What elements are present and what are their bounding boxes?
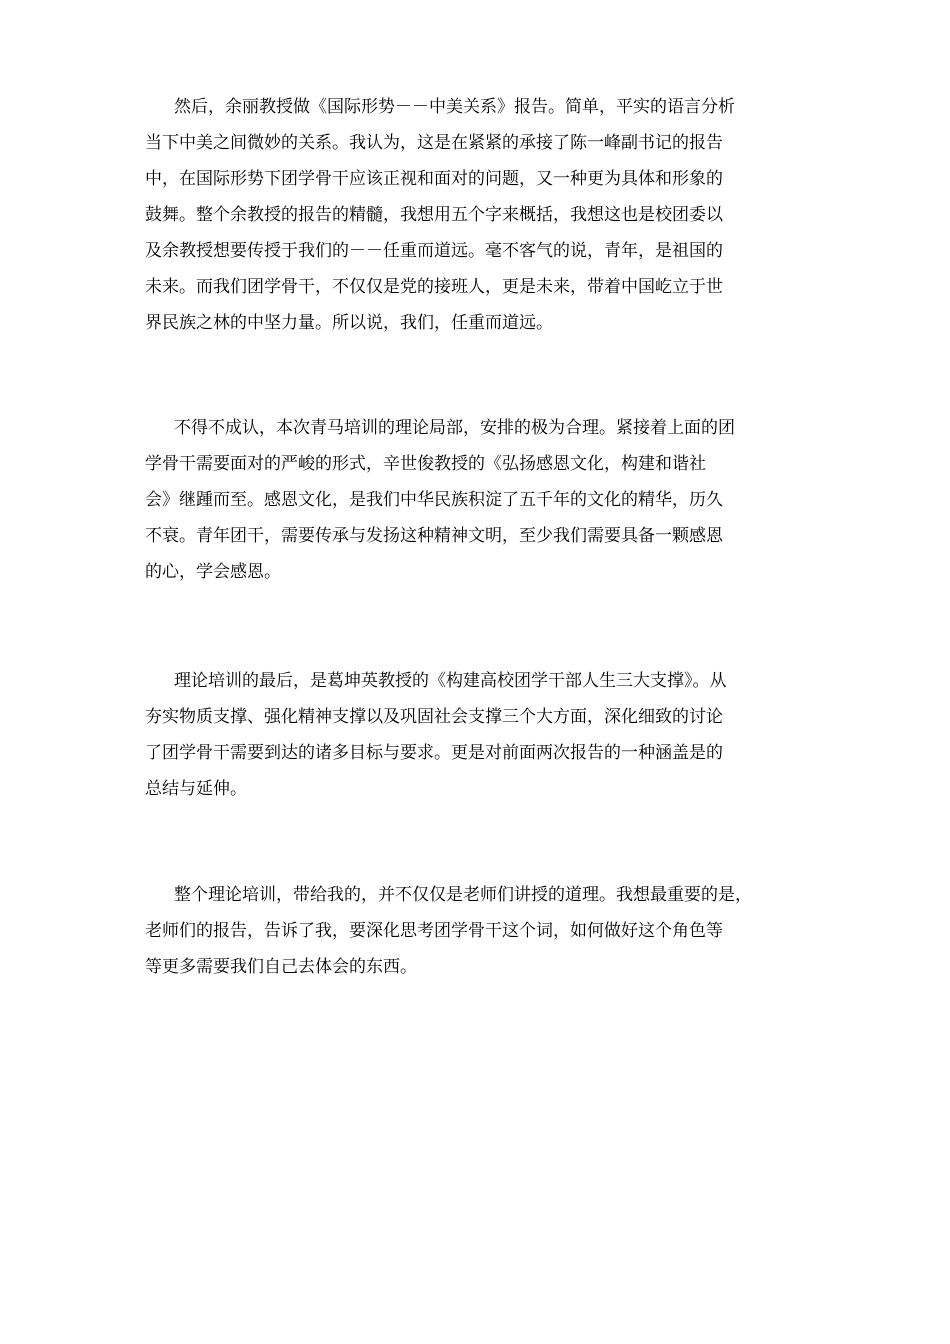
paragraph-line: 等更多需要我们自己去体会的东西。	[145, 957, 417, 977]
paragraph-line: 了团学骨干需要到达的诸多目标与要求。更是对前面两次报告的一种涵盖是的	[145, 743, 723, 763]
paragraph-line: 鼓舞。整个余教授的报告的精髓，我想用五个字来概括，我想这也是校团委以	[145, 205, 723, 225]
paragraph-line: 中，在国际形势下团学骨干应该正视和面对的问题，又一种更为具体和形象的	[145, 169, 723, 189]
paragraph-line: 的心，学会感恩。	[145, 562, 281, 582]
paragraph-line: 老师们的报告，告诉了我，要深化思考团学骨干这个词，如何做好这个角色等	[145, 921, 723, 941]
paragraph-line: 夯实物质支撑、强化精神支撑以及巩固社会支撑三个大方面，深化细致的讨论	[145, 707, 723, 727]
paragraph-line: 不得不成认，本次青马培训的理论局部，安排的极为合理。紧接着上面的团	[174, 418, 735, 438]
paragraph-line: 理论培训的最后，是葛坤英教授的《构建高校团学干部人生三大支撑》。从	[174, 671, 727, 691]
paragraph-line: 不衰。青年团干，需要传承与发扬这种精神文明，至少我们需要具备一颗感恩	[145, 526, 723, 546]
paragraph-line: 会》继踵而至。感恩文化，是我们中华民族积淀了五千年的文化的精华，历久	[145, 490, 723, 510]
paragraph-line: 然后，余丽教授做《国际形势－－中美关系》报告。简单，平实的语言分析	[174, 97, 735, 117]
paragraph-line: 整个理论培训，带给我的，并不仅仅是老师们讲授的道理。我想最重要的是，	[174, 885, 752, 905]
paragraph-line: 及余教授想要传授于我们的－－任重而道远。毫不客气的说，青年，是祖国的	[145, 241, 723, 261]
paragraph-line: 总结与延伸。	[145, 779, 247, 799]
paragraph-line: 界民族之林的中坚力量。所以说，我们，任重而道远。	[145, 313, 553, 333]
paragraph-line: 学骨干需要面对的严峻的形式，辛世俊教授的《弘扬感恩文化，构建和谐社	[145, 454, 706, 474]
paragraph-line: 未来。而我们团学骨干，不仅仅是党的接班人，更是未来，带着中国屹立于世	[145, 277, 723, 297]
paragraph-line: 当下中美之间微妙的关系。我认为，这是在紧紧的承接了陈一峰副书记的报告	[145, 133, 723, 153]
